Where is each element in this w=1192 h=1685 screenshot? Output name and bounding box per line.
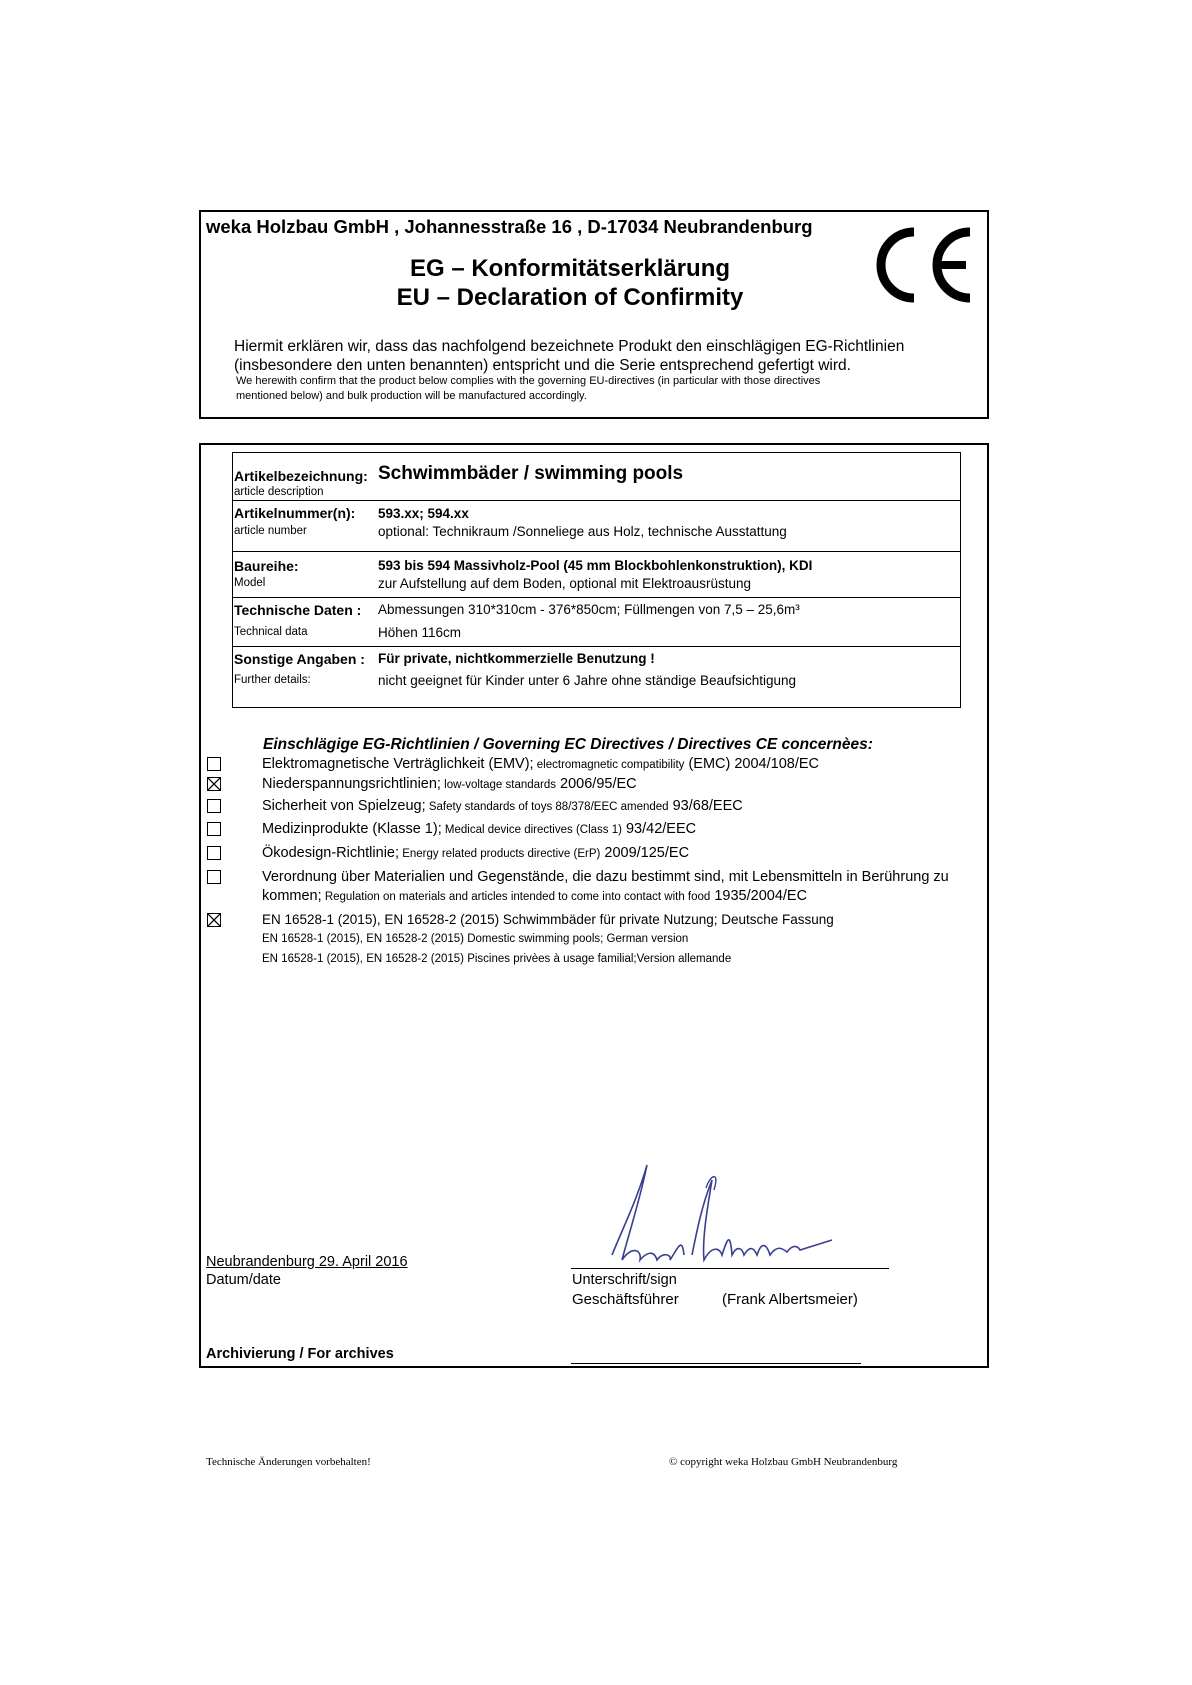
directive-food: Verordnung über Materialien und Gegenstände, die dazu bestimmt sind, mit Lebensmitteln in Berührung zu: [262, 869, 949, 885]
directive-en16528-fr: EN 16528-1 (2015), EN 16528-2 (2015) Piscines privèes à usage familial;Version allemande: [262, 953, 732, 965]
checkbox-emv[interactable]: [207, 757, 221, 771]
directive-eco-en: Energy related products directive (ErP): [399, 848, 601, 860]
row-divider: [232, 551, 961, 552]
article-number-label: Artikelnummer(n):: [234, 505, 356, 521]
signature-line: [571, 1268, 889, 1269]
intro-de: [234, 337, 904, 375]
archive-line: [571, 1363, 861, 1364]
series-value-2: zur Aufstellung auf dem Boden, optional mit Elektroausrüstung: [378, 576, 751, 591]
sign-label: Unterschrift/sign: [572, 1272, 677, 1288]
directive-medical-en: Medical device directives (Class 1): [441, 824, 622, 836]
other-value-2: nicht geeignet für Kinder unter 6 Jahre ohne ständige Beaufsichtigung: [378, 673, 797, 688]
directive-emv: [262, 756, 819, 772]
signer-name: (Frank Albertsmeier): [722, 1291, 858, 1308]
other-sub: Further details:: [234, 674, 311, 686]
directive-food-line-2: [262, 888, 807, 904]
directive-en16528: EN 16528-1 (2015), EN 16528-2 (2015) Schwimmbäder für private Nutzung; Deutsche Fassung: [262, 912, 834, 927]
directive-toys: [262, 798, 743, 814]
directive-toys-de: Sicherheit von Spielzeug;: [262, 798, 426, 814]
directive-emv-de: Elektromagnetische Verträglichkeit (EMV);: [262, 756, 534, 772]
article-desc-label: Artikelbezeichnung:: [234, 468, 368, 484]
directive-medical: [262, 821, 696, 837]
directive-low-voltage: [262, 776, 637, 792]
row-divider: [232, 500, 961, 501]
tech-value: Abmessungen 310*310cm - 376*850cm; Füllmengen von 7,5 – 25,6m³: [378, 602, 800, 617]
intro-en-line-2: mentioned below) and bulk production will be manufactured accordingly.: [236, 390, 587, 402]
role-label: Geschäftsführer: [572, 1291, 679, 1308]
check-x-icon: [208, 914, 220, 926]
archive-label: Archivierung / For archives: [206, 1346, 394, 1362]
check-x-icon: [208, 778, 220, 790]
directive-eco-de: Ökodesign-Richtlinie;: [262, 845, 400, 861]
checkbox-en16528[interactable]: [207, 913, 221, 927]
article-number-value-2: optional: Technikraum /Sonneliege aus Holz, technische Ausstattung: [378, 524, 787, 539]
other-label: Sonstige Angaben :: [234, 651, 365, 667]
article-number-value: 593.xx; 594.xx: [378, 506, 469, 521]
checkbox-food[interactable]: [207, 870, 221, 884]
intro-de-line-1: Hiermit erklären wir, dass das nachfolgend bezeichnete Produkt den einschlägigen EG-Richtlinien: [234, 338, 905, 355]
directive-eco-code: 2009/125/EC: [600, 845, 690, 861]
date-label: Datum/date: [206, 1272, 281, 1288]
checkbox-ecodesign[interactable]: [207, 846, 221, 860]
place-date: Neubrandenburg 29. April 2016: [206, 1254, 408, 1270]
directive-medical-code: 93/42/EEC: [621, 821, 697, 837]
directive-food-en: Regulation on materials and articles intended to come into contact with food: [321, 891, 711, 903]
footer-right: © copyright weka Holzbau GmbH Neubrandenburg: [669, 1456, 898, 1468]
title-de: EG – Konformitätserklärung: [409, 255, 731, 282]
directive-lv-code: 2006/95/EC: [556, 776, 637, 792]
series-value: 593 bis 594 Massivholz-Pool (45 mm Blockbohlenkonstruktion), KDI: [378, 558, 813, 573]
footer-left: Technische Änderungen vorbehalten!: [206, 1456, 371, 1468]
directive-food-de: kommen;: [262, 888, 322, 904]
directive-emv-code: (EMC) 2004/108/EC: [684, 756, 820, 772]
company-address: weka Holzbau GmbH , Johannesstraße 16 , D-17034 Neubrandenburg: [206, 216, 813, 237]
checkbox-low-voltage[interactable]: [207, 777, 221, 791]
directive-lv-en: low-voltage standards: [440, 779, 557, 791]
directive-toys-code: 93/68/EEC: [668, 798, 743, 814]
directive-lv-de: Niederspannungsrichtlinien;: [262, 776, 441, 792]
intro-en-line-1: We herewith confirm that the product below complies with the governing EU-directives (in particular with those directives: [236, 375, 821, 387]
checkbox-medical[interactable]: [207, 822, 221, 836]
directive-toys-en: Safety standards of toys 88/378/EEC amended: [425, 801, 669, 813]
directives-heading: Einschlägige EG-Richtlinien / Governing EC Directives / Directives CE concernèes:: [263, 736, 873, 753]
directive-medical-de: Medizinprodukte (Klasse 1);: [262, 821, 442, 837]
tech-label: Technische Daten :: [234, 602, 362, 618]
article-desc-sub: article description: [234, 486, 324, 498]
article-number-sub: article number: [234, 525, 307, 537]
handwritten-signature: [602, 1160, 842, 1270]
directive-emv-en: electromagnetic compatibility: [533, 759, 685, 771]
row-divider: [232, 646, 961, 647]
directive-en16528-en: EN 16528-1 (2015), EN 16528-2 (2015) Domestic swimming pools; German version: [262, 933, 689, 945]
other-value: Für private, nichtkommerzielle Benutzung !: [378, 651, 655, 666]
title-en: EU – Declaration of Confirmity: [396, 284, 744, 311]
tech-value-2: Höhen 116cm: [378, 625, 462, 640]
directive-food-code: 1935/2004/EC: [710, 888, 808, 904]
row-divider: [232, 597, 961, 598]
article-desc-value: Schwimmbäder / swimming pools: [378, 463, 684, 484]
intro-de-line-2: (insbesondere den unten benannten) entspricht und die Serie entsprechend gefertigt wird.: [234, 357, 851, 374]
tech-sub: Technical data: [234, 626, 308, 638]
intro-en: [236, 374, 820, 404]
directive-ecodesign: [262, 845, 689, 861]
ce-mark-icon: [872, 222, 976, 308]
checkbox-toys[interactable]: [207, 799, 221, 813]
series-sub: Model: [234, 577, 266, 589]
series-label: Baureihe:: [234, 558, 299, 574]
